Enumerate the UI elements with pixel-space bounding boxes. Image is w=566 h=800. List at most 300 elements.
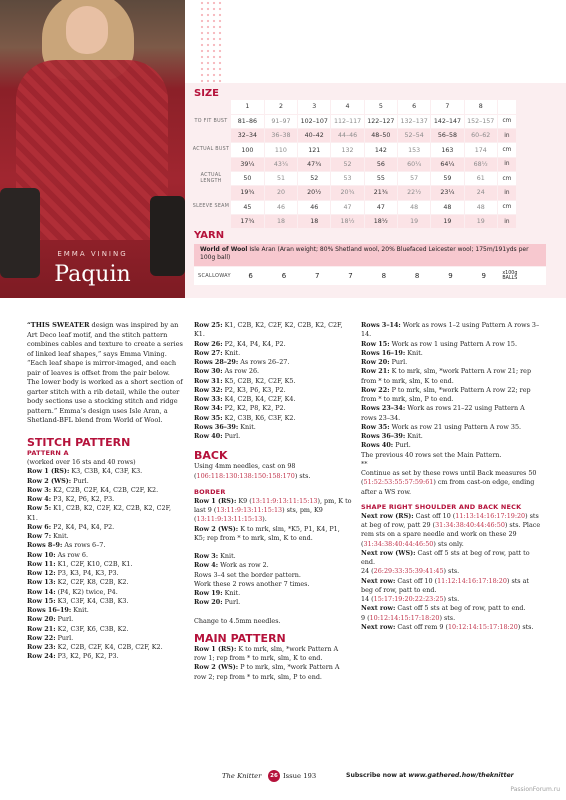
shape-row-1-sizes-2: 31:34:38:40:44:46:50 (435, 521, 505, 529)
instruction-row (194, 414, 352, 423)
row-text: Knit. (51, 532, 69, 541)
row-label: Row 7: (27, 532, 52, 541)
row-text: Purl. (55, 615, 74, 624)
row-label: Rows 16–19: (27, 606, 72, 615)
pattern-a-note: (worked over 16 sts and 40 rows) (27, 458, 136, 467)
instruction-row (361, 441, 541, 450)
size-cell: 110 (264, 143, 297, 157)
shape-row-1-c: ) sts. Place rem sts on a spare needle and work on these 29 ( (361, 521, 541, 548)
size-row-label: TO FIT BUST (194, 118, 228, 124)
row-label: Row 6: (27, 522, 52, 531)
border-row-1-sizes: 13:11:9:13:11:15:13 (251, 496, 318, 505)
size-cell: 91–97 (264, 114, 297, 128)
row-text: K2, C3F, K6, C3B, K2. (55, 624, 129, 633)
instruction-row (27, 615, 183, 624)
instruction-row (27, 634, 183, 643)
size-cell: 142–147 (431, 114, 464, 128)
ball-count: 7 (315, 272, 320, 280)
row-label: Row 27: (194, 348, 223, 357)
intro-text (27, 321, 183, 426)
back-text-b: ) sts. (294, 471, 311, 480)
size-cell: 6 (397, 100, 430, 114)
shape-row-4-text: Cast off 5 sts at beg of row, patt to end. (395, 604, 526, 613)
row-label: Rows 40: (361, 441, 394, 450)
instruction-row (27, 643, 183, 652)
spacer (194, 543, 352, 552)
row-label: Rows 28–29: (194, 358, 239, 366)
size-row (191, 186, 516, 200)
size-cell: 56 (364, 157, 397, 171)
row-text: As row 6. (55, 550, 89, 559)
instruction-row (194, 377, 352, 386)
row-label: Row 4: (27, 495, 52, 504)
size-row-label: ACTUAL BUST (192, 147, 230, 153)
magazine-name: The Knitter (222, 772, 262, 780)
size-table (191, 100, 517, 229)
size-cell: 153 (397, 143, 430, 157)
border-row-3 (194, 552, 352, 561)
shape-row-3 (361, 577, 541, 596)
size-cell: 60¼ (397, 157, 430, 171)
row-text: Knit. (405, 432, 423, 440)
instruction-row (27, 477, 183, 486)
size-cell: 48–50 (364, 129, 397, 143)
intro-body: design was inspired by an Art Deco leaf motif, and the stitch pattern combines cables and texture to create a series of linked leaf shapes,” says Emma Vining. “Each leaf shape is mirror-imaged, and each pair of leaves is offset from the pair below. The lower body is worked as a short section of garter stitch with a rib detail, while the outer body sections use a stocking stitch and ridge pattern.” Emma’s design uses Isle Aran, a Shetland-BFL blend from World of Wool. (27, 321, 183, 425)
size-cell: 142 (364, 143, 397, 157)
shape-heading: SHAPE RIGHT SHOULDER AND BACK NECK (361, 502, 522, 511)
shape-row-2-count-b: ) sts. (443, 567, 460, 576)
back-text-a: Using 4mm needles, cast on 98 ( (194, 462, 296, 480)
pattern-a-heading: PATTERN A (27, 449, 69, 458)
size-cell: 2 (264, 100, 297, 114)
instruction-row (27, 551, 183, 560)
intro-lead: “THIS SWEATER (27, 321, 90, 329)
size-cell: 59 (431, 171, 464, 185)
yarn-brand: World of Wool (200, 246, 248, 253)
row-text: P3, K2, P6, K2, P3. (55, 652, 119, 661)
size-row-label: SLEEVE SEAM (192, 204, 230, 210)
row-label: Row 34: (194, 404, 223, 413)
size-unit: cm (497, 171, 516, 185)
instruction-row (194, 367, 352, 376)
size-cell: 53 (331, 171, 364, 185)
shape-row-1-d: ) sts only. (433, 539, 464, 548)
size-cell: 50 (231, 171, 264, 185)
size-cell: 5 (364, 100, 397, 114)
row-label: Row 23: (27, 643, 56, 652)
size-cell: 46 (264, 200, 297, 214)
size-cell: 100 (231, 143, 264, 157)
row-text: Knit. (222, 348, 241, 357)
instruction-row (27, 467, 183, 476)
instruction-row (27, 588, 183, 597)
border-row-1-a: K9 ( (236, 496, 252, 505)
row-label: Row 32: (194, 385, 223, 394)
size-row (191, 200, 516, 214)
row-text: K3, C3F, K4, C3B, K3. (55, 596, 129, 605)
shape-row-1-b: ) sts at beg of row, patt 29 ( (361, 511, 539, 529)
shape-row-2 (361, 549, 541, 568)
size-cell: 55 (364, 171, 397, 185)
row-label: Row 2 (WS): (27, 476, 72, 485)
border-row-19-label: Row 19: (194, 589, 223, 597)
main-pattern-note: The previous 40 rows set the Main Pattern. (361, 450, 502, 459)
main-row-1-text: K to mrk, slm, *work Pattern A row 1; rep from * to mrk, slm, K to end. (194, 644, 339, 662)
row-label: Row 20: (361, 358, 390, 366)
shape-row-3-count-sizes: 15:17:19:20:22:23:25 (373, 595, 444, 603)
size-unit: in (497, 157, 516, 171)
row-label: Row 25: (194, 321, 223, 329)
size-cell: 43¼ (264, 157, 297, 171)
size-cell: 19 (397, 214, 430, 228)
instruction-row (194, 395, 352, 404)
row-text: K4, C2B, K4, C2F, K4. (222, 395, 296, 403)
row-label: Rows 16–19: (361, 348, 406, 357)
top-strip (185, 0, 566, 83)
shape-row-3-count-b: ) sts. (443, 595, 460, 603)
instruction-row (361, 386, 541, 405)
instruction-row (361, 432, 541, 441)
shape-row-3-label: Next row: (361, 576, 396, 585)
size-unit: cm (497, 114, 516, 128)
issue-number: Issue 193 (283, 772, 317, 780)
border-row-1-sizes-3: 13:11:9:13:11:15:13 (196, 515, 263, 524)
row-text: P2, K3, P6, K3, P2. (222, 385, 286, 394)
hero-photo (0, 0, 185, 298)
border-row-3-label: Row 3: (194, 552, 219, 560)
size-cell: 57 (397, 171, 430, 185)
row-label: Row 15: (361, 339, 390, 348)
size-cell: 47 (364, 200, 397, 214)
row-text: K2, C3B, K6, C3F, K2. (222, 413, 296, 422)
border-row-3-text: Knit. (218, 552, 236, 560)
continue-sizes: 51:52:53:55:57:59:61 (363, 478, 434, 487)
row-text: Purl. (71, 476, 89, 485)
needle-change: Change to 4.5mm needles. (194, 616, 281, 625)
shape-row-1-a: Cast off 10 ( (413, 511, 456, 520)
border-row-2-text: K to mrk, slm, *K5, P1, K4, P1, K5; rep from * to mrk, slm, K to end. (194, 524, 340, 542)
row-label: Row 21: (361, 367, 390, 376)
pattern-a-rows (27, 467, 183, 661)
border-row-1-sizes-2: 13:11:9:13:11:15:13 (216, 506, 283, 514)
size-cell: 36–38 (264, 129, 297, 143)
size-unit: in (497, 186, 516, 200)
size-unit: in (497, 129, 516, 143)
instruction-row (27, 541, 183, 550)
size-cell: 18½ (364, 214, 397, 228)
column-1 (27, 321, 183, 662)
size-cell: 19 (431, 214, 464, 228)
row-text: Work as rows 21–22 using Pattern A rows 23–34. (361, 404, 525, 422)
main-pattern-rows (361, 321, 541, 451)
size-cell: 45 (231, 200, 264, 214)
size-row-label (191, 186, 231, 200)
shape-row-4-count-sizes: 10:12:14:15:17:18:20 (369, 613, 440, 622)
row-text: K2, C2B, C2F, K4, C2B, C2F, K2. (55, 643, 163, 652)
size-cell: 32–34 (231, 129, 264, 143)
row-label: Row 22: (27, 633, 56, 642)
size-cell: 48 (397, 200, 430, 214)
main-row-1 (194, 645, 352, 664)
shape-row-1 (361, 512, 541, 549)
shape-row-5 (361, 623, 541, 632)
size-row (191, 171, 516, 185)
spacer (194, 608, 352, 617)
instruction-row (27, 560, 183, 569)
size-row (191, 143, 516, 157)
row-text: K1, C2B, K2, C2F, K2, C2B, K2, C2F, K1. (194, 321, 343, 339)
size-cell: 56–58 (431, 129, 464, 143)
size-cell: 20½ (298, 186, 331, 200)
row-text: P2, K4, P4, K4, P2. (222, 339, 286, 348)
instruction-row (194, 321, 352, 340)
size-cell: 3 (298, 100, 331, 114)
row-text: As row 26. (222, 367, 260, 376)
shape-row-3-count-a: 14 ( (361, 595, 374, 603)
row-text: P2, K4, P4, K4, P2. (51, 522, 115, 531)
border-row-19-text: Knit. (222, 589, 241, 597)
border-row-19 (194, 589, 352, 598)
model-face (66, 6, 108, 54)
shape-row-2-count-a: 24 ( (361, 567, 374, 576)
continue-note (361, 469, 541, 497)
subscribe-text: Subscribe now at (346, 772, 409, 779)
ball-count: 6 (281, 272, 287, 280)
shape-row-1-label: Next row (RS): (361, 511, 414, 520)
row-text: K1, C2F, K10, C2B, K1. (55, 559, 133, 568)
row-label: Rows 36–39: (361, 432, 406, 440)
size-row (191, 114, 516, 128)
ball-count: 9 (481, 272, 486, 280)
main-row-2-text: P to mrk, slm, *work Pattern A row 2; rep from * to mrk, slm, P to end. (194, 663, 340, 681)
size-row-label (191, 214, 231, 228)
size-cell: 1 (231, 100, 264, 114)
main-row-1-label: Row 1 (RS): (194, 644, 237, 653)
size-cell: 47¾ (298, 157, 331, 171)
instruction-row (194, 432, 352, 441)
size-cell: 174 (464, 143, 497, 157)
instruction-row (361, 321, 541, 340)
instruction-row (27, 486, 183, 495)
yarn-heading: YARN (194, 230, 225, 241)
border-row-1-d: ). (262, 515, 267, 524)
row-label: Row 35: (361, 422, 390, 431)
instruction-row (361, 349, 541, 358)
row-text: P3, K2, P6, K2, P3. (51, 495, 115, 504)
page-footer (0, 770, 566, 784)
border-row-4 (194, 561, 352, 570)
row-label: Row 22: (361, 385, 390, 394)
shape-row-5-label: Next row: (361, 622, 396, 631)
instruction-row (194, 358, 352, 367)
size-cell: 121 (298, 143, 331, 157)
row-text: (P4, K2) twice, P4. (55, 587, 118, 596)
size-row-label: ACTUAL LENGTH (200, 173, 222, 184)
row-text: K2, C2F, K8, C2B, K2. (55, 578, 129, 587)
border-row-2 (194, 525, 352, 544)
row-label: Row 31: (194, 376, 223, 385)
shape-row-4-label: Next row: (361, 604, 396, 613)
border-work-note: Work these 2 rows another 7 times. (194, 579, 310, 588)
size-cell: 21¾ (364, 186, 397, 200)
instruction-row (27, 495, 183, 504)
instruction-row (194, 404, 352, 413)
size-row-label (191, 100, 231, 114)
instruction-row (27, 532, 183, 541)
size-cell: 81–86 (231, 114, 264, 128)
row-label: Row 12: (27, 569, 56, 578)
size-unit: in (497, 214, 516, 228)
size-cell: 23¼ (431, 186, 464, 200)
shape-row-5-a: Cast off rem 9 ( (395, 622, 448, 631)
column-3 (361, 321, 541, 632)
row-label: Row 5: (27, 504, 52, 513)
row-label: Row 1 (RS): (27, 467, 70, 476)
ball-count: 6 (248, 272, 253, 280)
size-cell: 132 (331, 143, 364, 157)
yarn-colour: SCALLOWAY (198, 273, 231, 279)
size-row (191, 214, 516, 228)
back-sizes: 106:118:130:138:150:158:170 (196, 471, 295, 480)
pattern-a-rows-cont (194, 321, 352, 441)
size-cell: 40–42 (298, 129, 331, 143)
size-cell: 19 (464, 214, 497, 228)
row-label: Row 20: (27, 615, 56, 624)
border-row-1-c: ) sts, pm, K9 ( (194, 506, 323, 524)
row-text: Knit. (405, 348, 423, 357)
instruction-row (27, 578, 183, 587)
size-cell: 8 (464, 100, 497, 114)
shape-row-2-label: Next row (WS): (361, 548, 416, 557)
row-label: Row 3: (27, 485, 52, 494)
shape-row-1-sizes: 11:13:14:16:17:19:20 (455, 511, 526, 520)
ball-count: 9 (448, 272, 453, 280)
continue-a: Continue as set by these rows until Back measures 50 ( (361, 469, 537, 487)
row-label: Row 30: (194, 367, 223, 376)
row-text: K3, C3B, K4, C3F, K3. (69, 467, 143, 476)
size-heading: SIZE (194, 88, 220, 99)
instruction-row (194, 349, 352, 358)
yarn-description (194, 244, 546, 266)
size-row-label (191, 129, 231, 143)
size-cell: 4 (331, 100, 364, 114)
instruction-row (194, 386, 352, 395)
instruction-row (361, 423, 541, 432)
ball-count: 8 (414, 272, 420, 280)
row-label: Row 40: (194, 432, 223, 440)
border-row-1-b: ), pm, K to last 9 ( (194, 496, 352, 514)
border-row-1 (194, 497, 352, 525)
shape-row-4-count-b: ) sts. (439, 613, 456, 622)
main-row-2 (194, 663, 352, 682)
size-cell: 24 (464, 186, 497, 200)
size-cell: 132–137 (397, 114, 430, 128)
size-cell: 19¾ (231, 186, 264, 200)
row-text: K2, C2B, C2F, K4, C2B, C2F, K2. (51, 485, 159, 494)
size-cell: 64¼ (431, 157, 464, 171)
border-row-4-text: Work as row 2. (218, 561, 269, 570)
continue-b: ) cm from cast-on edge, ending after a WS row. (361, 478, 535, 496)
ball-count: 7 (348, 272, 353, 280)
instruction-row (27, 569, 183, 578)
shape-row-4-count-a: 9 ( (361, 613, 370, 622)
instruction-row (361, 404, 541, 423)
shape-row-5-sizes: 10:12:14:15:17:18:20 (447, 622, 518, 631)
row-text: Work as rows 1–2 using Pattern A rows 3–14. (361, 321, 540, 339)
instruction-row (27, 625, 183, 634)
shape-row-2-count (361, 567, 541, 576)
instruction-row (361, 340, 541, 349)
size-cell: 112–117 (331, 114, 364, 128)
size-row-label (191, 157, 231, 171)
marker-stars: ** (361, 459, 368, 468)
size-unit: cm (497, 200, 516, 214)
border-repeat-note: Rows 3–4 set the border pattern. (194, 570, 301, 579)
row-text: Work as row 21 using Pattern A row 35. (389, 422, 522, 431)
size-cell: 51 (264, 171, 297, 185)
size-cell: 61 (464, 171, 497, 185)
size-cell: 52 (298, 171, 331, 185)
shape-row-2-text: Cast off 5 sts at beg of row, patt to end. (361, 548, 530, 566)
size-cell: 44–46 (331, 129, 364, 143)
size-cell: 22½ (397, 186, 430, 200)
row-text: P3, K3, P4, K3, P3. (55, 569, 119, 578)
row-text: Knit. (238, 422, 256, 431)
size-unit (497, 100, 516, 114)
instruction-row (27, 652, 183, 661)
size-cell: 102–107 (298, 114, 331, 128)
subscribe-link[interactable] (346, 772, 514, 779)
size-row (191, 157, 516, 171)
row-label: Rows 8–9: (27, 541, 63, 550)
row-text: As rows 6–7. (62, 541, 106, 550)
shape-row-5-b: ) sts. (517, 622, 534, 631)
instruction-row (361, 358, 541, 367)
shape-row-3-count (361, 595, 541, 604)
size-unit: cm (497, 143, 516, 157)
subscribe-url[interactable]: www.gathered.how/theknitter (408, 772, 514, 779)
shape-row-4 (361, 604, 541, 613)
instruction-row (27, 597, 183, 606)
designer-name: EMMA VINING (57, 250, 128, 258)
shape-row-3-sizes: 11:12:14:16:17:18:20 (437, 576, 507, 585)
ball-count: 8 (381, 272, 387, 280)
size-cell: 163 (431, 143, 464, 157)
row-label: Row 33: (194, 395, 223, 403)
row-label: Rows 3–14: (361, 321, 401, 329)
size-cell: 7 (431, 100, 464, 114)
instruction-row (194, 423, 352, 432)
main-row-2-label: Row 2 (WS): (194, 663, 239, 672)
border-row-20-label: Row 20: (194, 598, 223, 607)
size-cell: 122–127 (364, 114, 397, 128)
row-label: Row 35: (194, 413, 223, 422)
row-text: P2, K2, P8, K2, P2. (222, 404, 286, 413)
size-cell: 18 (298, 214, 331, 228)
border-heading: BORDER (194, 487, 226, 496)
row-label: Row 11: (27, 559, 56, 568)
border-row-20 (194, 598, 352, 607)
border-row-20-text: Purl. (222, 598, 241, 607)
watermark: PassionForum.ru (510, 786, 560, 793)
column-2 (194, 321, 352, 682)
yarn-balls-row (194, 267, 546, 285)
row-text: Purl. (222, 432, 241, 440)
ball-unit: x100g BALLS (502, 270, 518, 281)
row-text: Purl. (393, 441, 411, 450)
border-row-2-label: Row 2 (WS): (194, 524, 239, 533)
shape-row-1-sizes-3: 31:34:38:40:44:46:50 (363, 539, 434, 548)
